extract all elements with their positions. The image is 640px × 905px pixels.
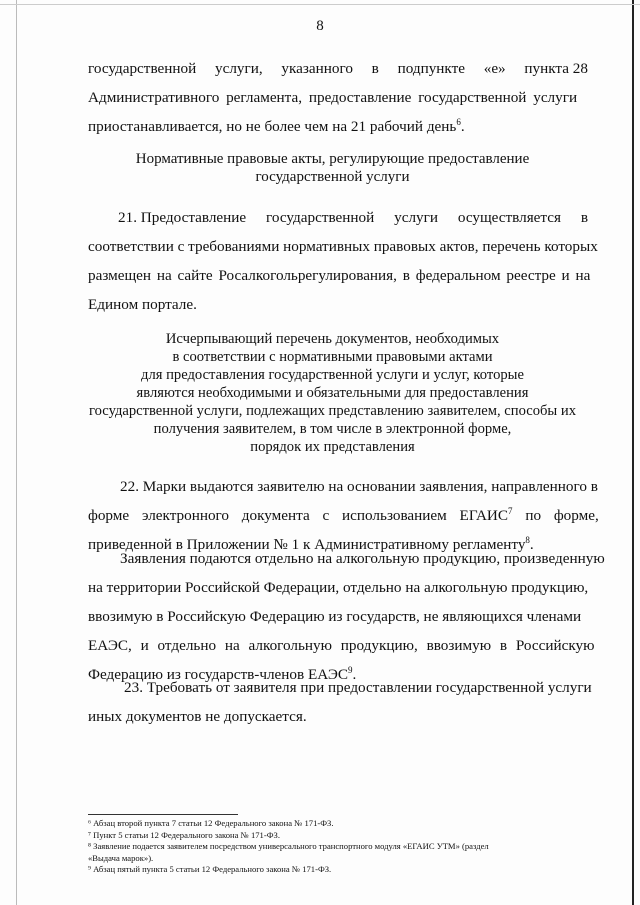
footnote-8: ⁸ Заявление подается заявителем посредством универсального транспортного модуля «ЕГАИС УТМ» (раздел xyxy=(88,841,489,851)
page-number: 8 xyxy=(316,18,324,34)
paragraph-line: форме электронного документа с использованием ЕГАИС$^7$ по форме, xyxy=(88,505,599,524)
paragraph-line: 21. Предоставление государственной услуги осуществляется в xyxy=(118,209,588,226)
paragraph-line: размещен на сайте Росалкогольрегулирования, в федеральном реестре и на xyxy=(88,267,591,284)
paragraph-line: ввозимую в Российскую Федерацию из государств, не являющихся членами xyxy=(88,608,582,625)
paragraph-line: Административного регламента, предоставление государственной услуги xyxy=(88,89,578,106)
scan-edge-top xyxy=(0,4,640,5)
paragraph-line: ЕАЭС, и отдельно на алкогольную продукцию, ввозимую в Российскую xyxy=(88,637,595,654)
paragraph-line: Федерацию из государств-членов ЕАЭС$^9$. xyxy=(88,664,357,683)
section-heading-legal-acts: Нормативные правовые акты, регулирующие предоставление государственной услуги xyxy=(135,151,530,185)
footnote-9: ⁹ Абзац пятый пункта 5 статьи 12 Федерального закона № 171-ФЗ. xyxy=(88,864,332,874)
paragraph-line: 22. Марки выдаются заявителю на основании заявления, направленного в xyxy=(120,478,598,495)
footnote-8-continued: «Выдача марок»). xyxy=(88,852,154,863)
scan-edge-right xyxy=(632,0,634,905)
paragraph-line: Заявления подаются отдельно на алкогольную продукцию, произведенную xyxy=(120,550,605,567)
paragraph-21 xyxy=(88,203,598,319)
paragraph-line: приостанавливается, но не более чем на 21 рабочий день$^6$. xyxy=(88,116,465,135)
section-heading-documents-list: Исчерпывающий перечень документов, необходимых в соответствии с нормативными правовыми актами для предоставления государственной услуги и услуг, которые являются необходимыми и обязательными для предоставления государственной услуги, подлежащих представлению заявителем, способы их получения заявителем, в том числе в электронной форме, порядок их представления xyxy=(89,331,576,455)
paragraph-line: 23. Требовать от заявителя при предоставлении государственной услуги xyxy=(124,679,592,696)
paragraph-line: приведенной в Приложении № 1 к Административному регламенту$^8$. xyxy=(88,534,534,553)
paragraph-line: государственной услуги, указанного в подпункте «е» пункта 28 xyxy=(88,60,588,77)
paragraph-line: соответствии с требованиями нормативных правовых актов, перечень которых xyxy=(88,238,598,255)
paragraph-line: Едином портале. xyxy=(88,296,197,313)
scan-edge-left xyxy=(16,0,17,905)
footnote-ref: 9 xyxy=(348,664,353,675)
paragraph-23 xyxy=(88,673,592,731)
footnote-6: ⁶ Абзац второй пункта 7 статьи 12 Федерального закона № 171-ФЗ. xyxy=(88,818,334,828)
paragraph-applications xyxy=(88,544,605,689)
footnote-7: ⁷ Пункт 5 статьи 12 Федерального закона № 171-ФЗ. xyxy=(88,829,280,840)
footnote-separator xyxy=(88,814,238,815)
paragraph-line: иных документов не допускается. xyxy=(88,708,307,725)
paragraph-continuation xyxy=(88,54,588,141)
paragraph-line: на территории Российской Федерации, отдельно на алкогольную продукцию, xyxy=(88,579,589,596)
footnote-ref: 7 xyxy=(508,505,513,516)
footnotes xyxy=(88,818,598,876)
footnote-ref: 8 xyxy=(525,534,530,545)
footnote-ref: 6 xyxy=(456,116,461,127)
